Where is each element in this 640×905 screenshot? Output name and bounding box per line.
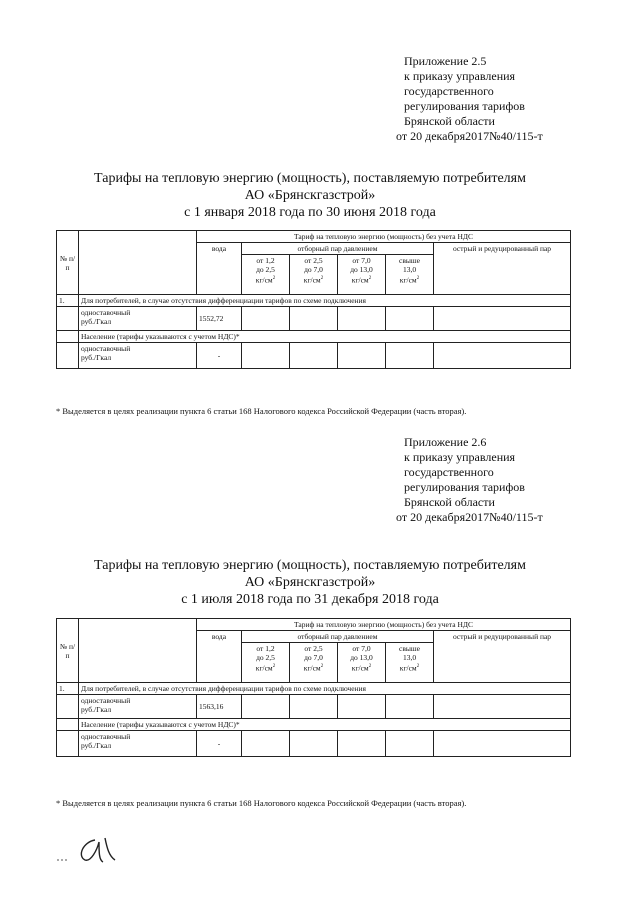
consumer-group-label: Для потребителей, в случае отсутствия дифференциации тарифов по схеме подключения bbox=[79, 683, 571, 695]
document-title-1 bbox=[60, 170, 560, 221]
appendix-header-1 bbox=[396, 54, 543, 144]
title-line: АО «Брянскгазстрой» bbox=[244, 575, 376, 590]
water-header: вода bbox=[197, 631, 242, 683]
document-title-2 bbox=[60, 557, 560, 608]
col-number-header: № п/п bbox=[57, 231, 79, 295]
empty-cell bbox=[386, 731, 434, 757]
empty-cell bbox=[434, 695, 571, 719]
appendix-line: Брянской области bbox=[404, 495, 495, 509]
empty-cell bbox=[338, 695, 386, 719]
appendix-line: Приложение 2.5 bbox=[404, 54, 487, 68]
pressure-range: от 7,0 до 13,0 $кг/см^2$ bbox=[338, 255, 386, 295]
pressure-range: от 2,5 до 7,0 $кг/см^2$ bbox=[290, 643, 338, 683]
steam-header: отборный пар давлением bbox=[242, 243, 434, 255]
steam-header: отборный пар давлением bbox=[242, 631, 434, 643]
tariff-table-2 bbox=[56, 618, 571, 757]
tariff-header: Тариф на тепловую энергию (мощность) без учета НДС bbox=[197, 231, 571, 243]
col-description-header bbox=[79, 619, 197, 683]
tariff-table-1 bbox=[56, 230, 571, 369]
appendix-line: к приказу управления bbox=[404, 450, 516, 464]
population-label: Население (тарифы указываются с учетом НДС)* bbox=[79, 719, 571, 731]
pressure-range: от 7,0 до 13,0 $кг/см^2$ bbox=[338, 643, 386, 683]
empty-cell bbox=[338, 343, 386, 369]
pressure-range: свыше 13,0 $кг/см^2$ bbox=[386, 255, 434, 295]
water-tariff-value: - bbox=[197, 731, 242, 757]
empty-cell bbox=[386, 343, 434, 369]
appendix-header-2 bbox=[396, 435, 543, 525]
appendix-line: регулирования тарифов bbox=[404, 99, 525, 113]
empty-cell bbox=[57, 731, 79, 757]
pressure-range: свыше 13,0 $кг/см^2$ bbox=[386, 643, 434, 683]
empty-cell bbox=[57, 331, 79, 343]
empty-cell bbox=[290, 307, 338, 331]
title-line: с 1 июля 2018 года по 31 декабря 2018 года bbox=[181, 592, 439, 607]
empty-cell bbox=[242, 343, 290, 369]
rate-label: одноставочный руб./Гкал bbox=[79, 695, 197, 719]
empty-cell bbox=[290, 343, 338, 369]
empty-cell bbox=[57, 719, 79, 731]
tariff-header: Тариф на тепловую энергию (мощность) без учета НДС bbox=[197, 619, 571, 631]
footnote-2: * Выделяется в целях реализации пункта 6 статьи 168 Налогового кодекса Российской Федерации (часть вторая). bbox=[56, 798, 467, 808]
pressure-range: от 1,2 до 2,5 $кг/см^2$ bbox=[242, 643, 290, 683]
empty-cell bbox=[242, 307, 290, 331]
empty-cell bbox=[57, 307, 79, 331]
empty-cell bbox=[290, 731, 338, 757]
title-line: с 1 января 2018 года по 30 июня 2018 года bbox=[184, 205, 436, 220]
col-number-header: № п/п bbox=[57, 619, 79, 683]
rate-label: одноставочный руб./Гкал bbox=[79, 307, 197, 331]
row-number: 1. bbox=[57, 683, 79, 695]
consumer-group-label: Для потребителей, в случае отсутствия дифференциации тарифов по схеме подключения bbox=[79, 295, 571, 307]
row-number: 1. bbox=[57, 295, 79, 307]
title-line: АО «Брянскгазстрой» bbox=[244, 188, 376, 203]
empty-cell bbox=[290, 695, 338, 719]
rate-label: одноставочный руб./Гкал bbox=[79, 343, 197, 369]
empty-cell bbox=[434, 731, 571, 757]
appendix-line: к приказу управления bbox=[404, 69, 516, 83]
empty-cell bbox=[242, 695, 290, 719]
empty-cell bbox=[386, 307, 434, 331]
population-label: Население (тарифы указываются с учетом НДС)* bbox=[79, 331, 571, 343]
empty-cell bbox=[242, 731, 290, 757]
empty-cell bbox=[386, 695, 434, 719]
title-line: Тарифы на тепловую энергию (мощность), поставляемую потребителям bbox=[94, 171, 526, 186]
water-tariff-value: 1563,16 bbox=[197, 695, 242, 719]
appendix-line: от 20 декабря2017№40/115-т bbox=[396, 129, 543, 143]
title-line: Тарифы на тепловую энергию (мощность), поставляемую потребителям bbox=[94, 558, 526, 573]
rate-label: одноставочный руб./Гкал bbox=[79, 731, 197, 757]
footnote-1: * Выделяется в целях реализации пункта 6 статьи 168 Налогового кодекса Российской Федерации (часть вторая). bbox=[56, 406, 467, 416]
water-tariff-value: - bbox=[197, 343, 242, 369]
empty-cell bbox=[434, 343, 571, 369]
col-description-header bbox=[79, 231, 197, 295]
appendix-line: от 20 декабря2017№40/115-т bbox=[396, 510, 543, 524]
empty-cell bbox=[338, 307, 386, 331]
water-header: вода bbox=[197, 243, 242, 295]
signature-mark bbox=[55, 830, 125, 870]
empty-cell bbox=[338, 731, 386, 757]
empty-cell bbox=[57, 343, 79, 369]
pressure-range: от 1,2 до 2,5 $кг/см^2$ bbox=[242, 255, 290, 295]
appendix-line: государственного bbox=[404, 84, 494, 98]
sharp-steam-header: острый и редуцированный пар bbox=[434, 631, 571, 683]
appendix-line: Брянской области bbox=[404, 114, 495, 128]
empty-cell bbox=[434, 307, 571, 331]
appendix-line: Приложение 2.6 bbox=[404, 435, 487, 449]
sharp-steam-header: острый и редуцированный пар bbox=[434, 243, 571, 295]
pressure-range: от 2,5 до 7,0 $кг/см^2$ bbox=[290, 255, 338, 295]
appendix-line: государственного bbox=[404, 465, 494, 479]
water-tariff-value: 1552,72 bbox=[197, 307, 242, 331]
empty-cell bbox=[57, 695, 79, 719]
appendix-line: регулирования тарифов bbox=[404, 480, 525, 494]
